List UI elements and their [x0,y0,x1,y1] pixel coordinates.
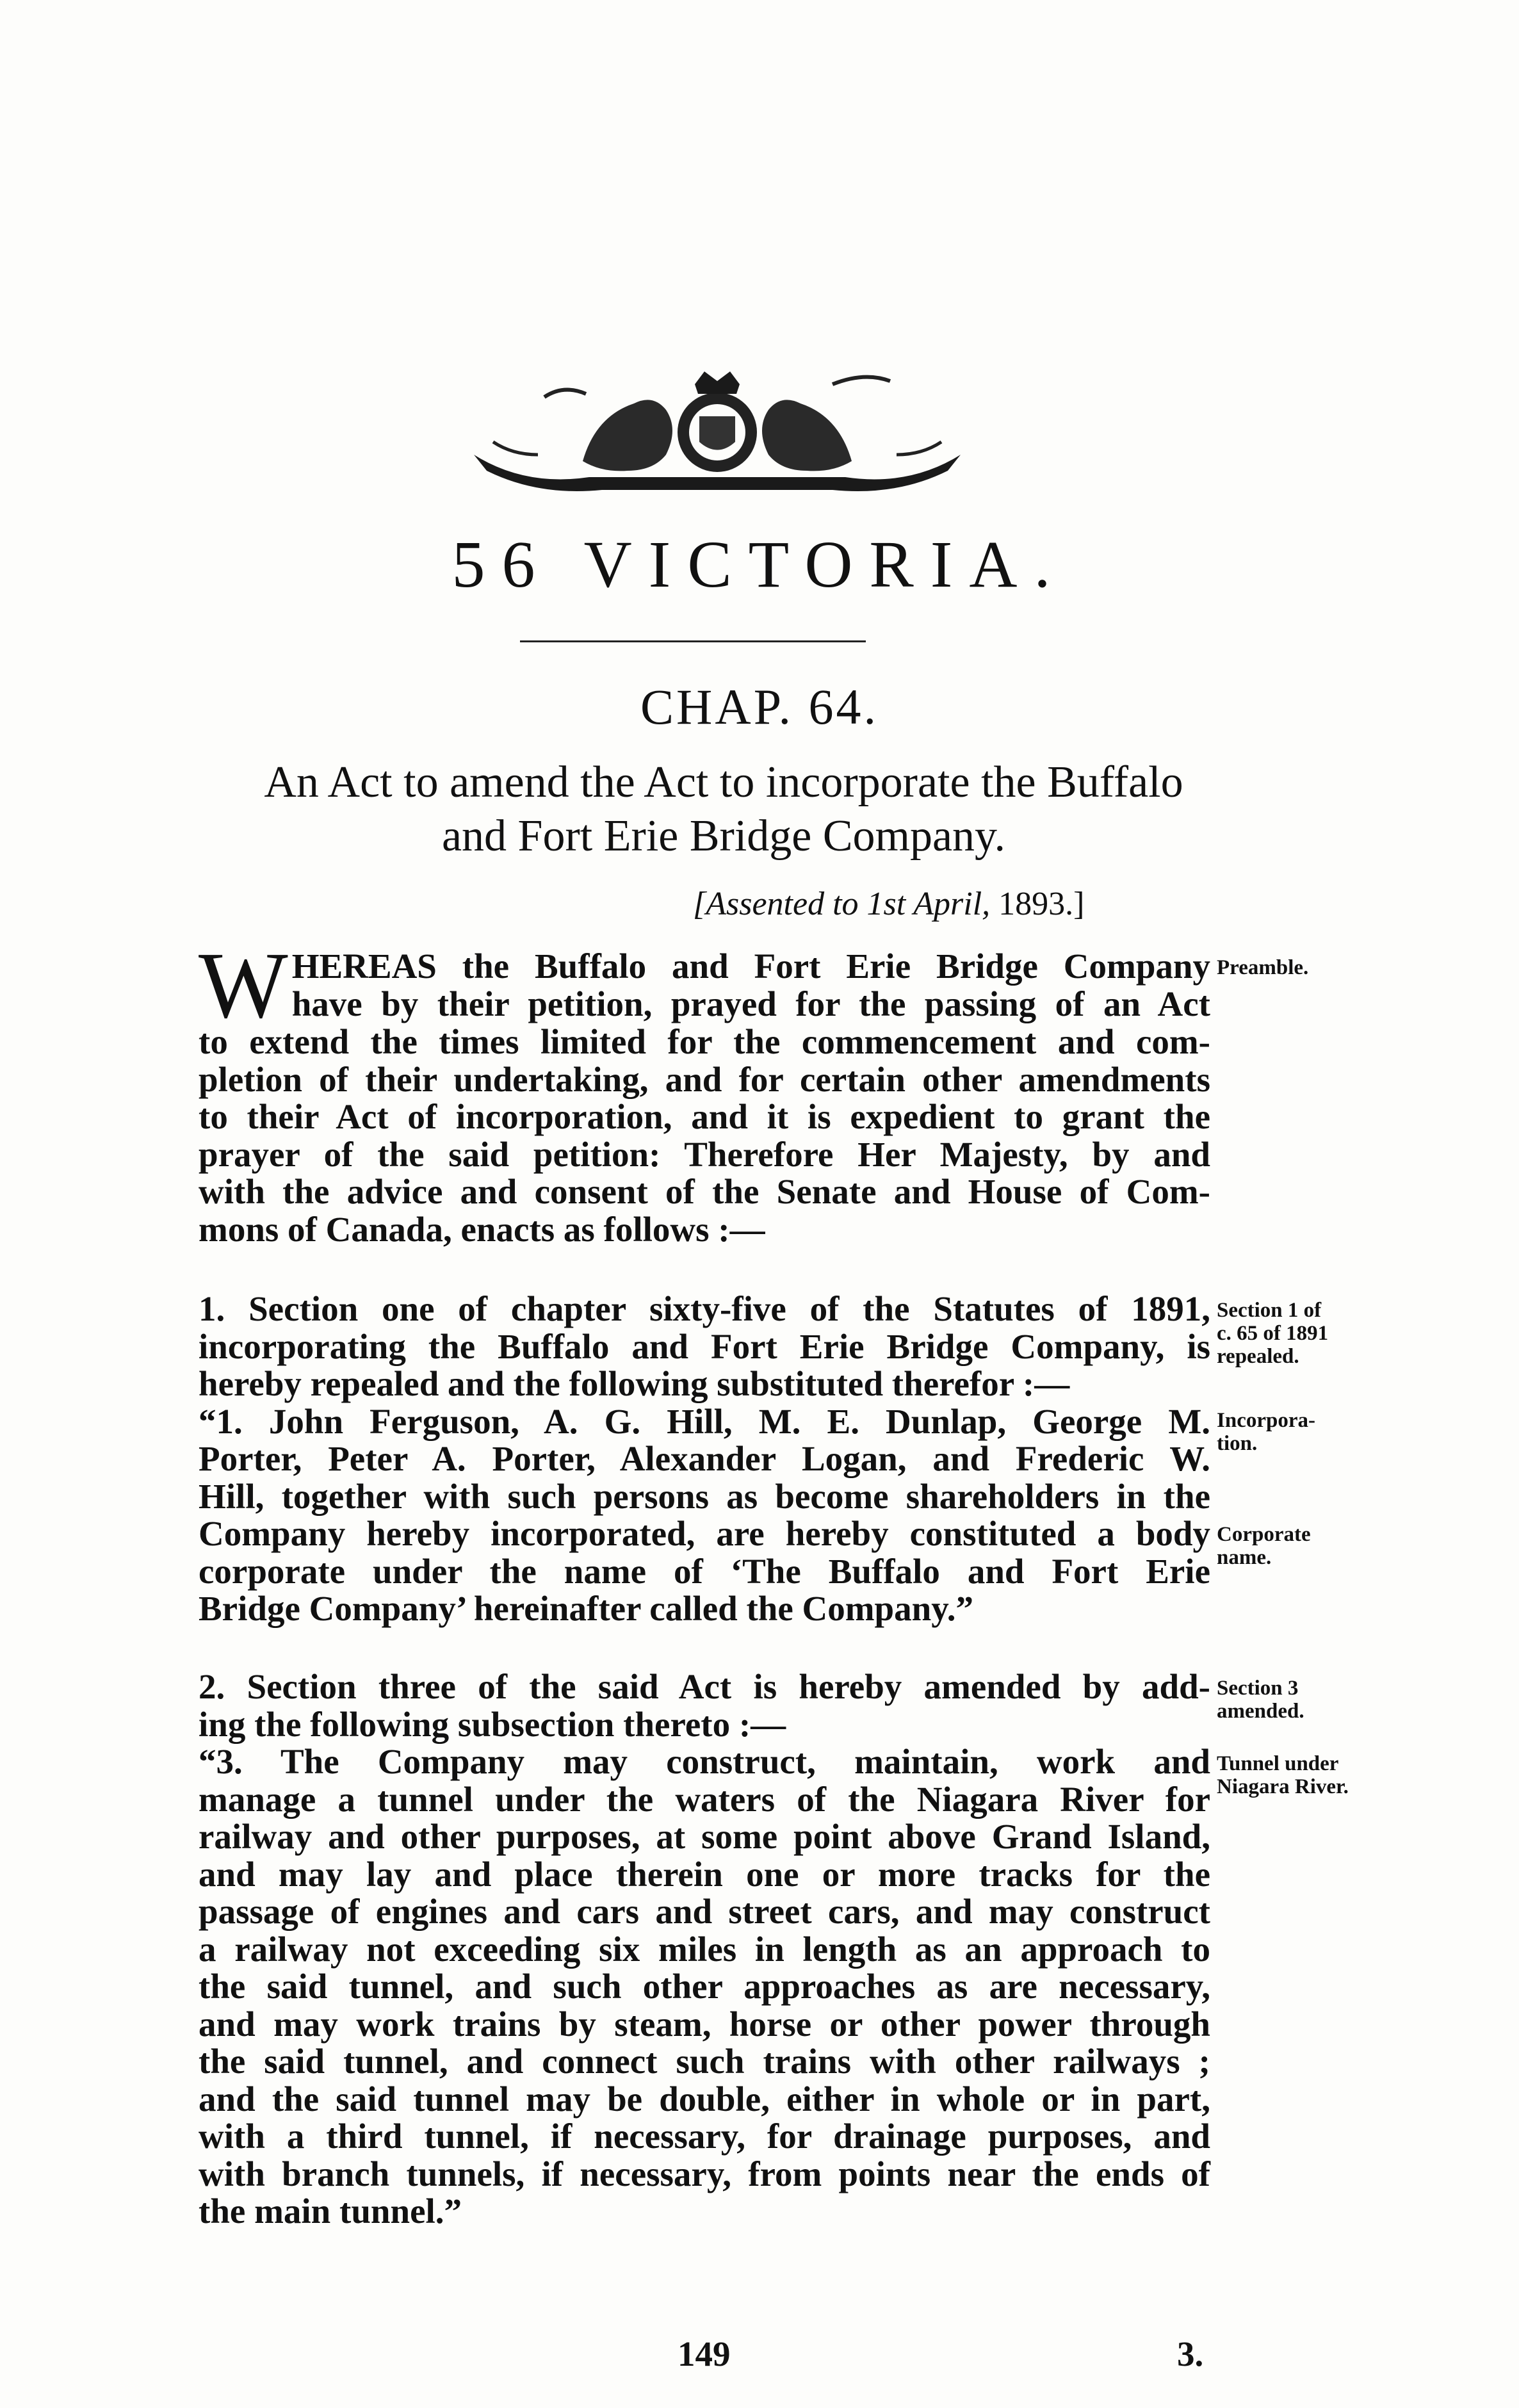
section-2-line: manage a tunnel under the waters of the Niagara River for [199,1779,1210,1819]
margin-note-line: c. 65 of 1891 [1217,1322,1329,1345]
preamble-line: with the advice and consent of the Senate and House of Com- [199,1172,1210,1211]
section-2-line: the main tunnel.” [199,2192,462,2231]
section-2-line: railway and other purposes, at some point above Grand Island, [199,1817,1210,1856]
margin-note-line: amended. [1217,1700,1304,1723]
section-2-line: the said tunnel, and connect such trains with other railways ; [199,2042,1210,2081]
margin-note-preamble: Preamble. [1217,956,1309,979]
section-2-line: and may lay and place therein one or more tracks for the [199,1854,1210,1894]
margin-note-line: Section 3 [1217,1677,1299,1700]
section-1-line: Company hereby incorporated, are hereby constituted a body [199,1514,1210,1553]
page-number: 149 [678,2334,731,2373]
chapter-number: CHAP. 64. [640,679,879,735]
margin-note-corporate-name [1217,1523,1511,1569]
act-title [199,756,1249,863]
section-1-line: incorporating the Buffalo and Fort Erie Bridge Company, is [199,1326,1210,1366]
assent-prefix: [Assented to [693,886,867,922]
section-2-line: ing the following subsection thereto :— [199,1704,786,1744]
margin-note-line: Incorpora- [1217,1409,1315,1432]
section-1-line: Hill, together with such persons as become shareholders in the [199,1476,1210,1516]
act-title-line: and Fort Erie Bridge Company. [441,811,1006,861]
section-1-line: Bridge Company’ hereinafter called the Company.” [199,1589,973,1628]
preamble-dropcap: W [199,933,288,1038]
margin-note-line: Section 1 of [1217,1299,1322,1322]
section-2-line: with branch tunnels, if necessary, from points near the ends of [199,2154,1210,2193]
section-1-line: hereby repealed and the following substituted therefor :— [199,1364,1070,1403]
preamble-paragraph [199,933,1210,1249]
margin-note-section-3-amended [1217,1677,1511,1723]
preamble-line: to their Act of incorporation, and it is expedient to grant the [199,1097,1210,1136]
preamble-line: pletion of their undertaking, and for certain other amendments [199,1059,1210,1099]
title-divider [520,640,866,642]
section-1-line: Porter, Peter A. Porter, Alexander Logan, and Frederic W. [199,1439,1210,1478]
section-2-line: a railway not exceeding six miles in length as an approach to [199,1929,1210,1969]
section-2-line: passage of engines and cars and street cars, and may construct [199,1892,1210,1931]
preamble-line: have by their petition, prayed for the passing of an Act [291,984,1210,1023]
margin-note-line: Corporate [1217,1523,1311,1546]
margin-note-line: name. [1217,1546,1272,1569]
margin-note-section-1-repeal [1217,1299,1511,1368]
margin-note-line: Niagara River. [1217,1775,1349,1798]
preamble-line: mons of Canada, enacts as follows :— [199,1209,765,1249]
margin-note-line: tion. [1217,1432,1258,1455]
preamble-line: prayer of the said petition: Therefore Her Majesty, by and [199,1134,1210,1174]
regnal-year-title: 56 VICTORIA. [451,528,1068,601]
margin-note-line: Tunnel under [1217,1752,1339,1775]
section-2 [199,1668,1210,2231]
preamble-line: HEREAS the Buffalo and Fort Erie Bridge Company [291,947,1210,986]
section-2-line: the said tunnel, and such other approaches as are necessary, [199,1967,1210,2006]
assent-day: 1st April, [866,886,991,922]
section-2-line: 2. Section three of the said Act is hereby amended by add- [199,1667,1210,1706]
assent-year: 1893.] [990,886,1085,922]
royal-crest-icon [448,359,986,512]
section-1-line: 1. Section one of chapter sixty-five of the Statutes of 1891, [199,1289,1210,1328]
act-title-line: An Act to amend the Act to incorporate the Buffalo [264,758,1183,807]
preamble-line: to extend the times limited for the commencement and com- [199,1022,1210,1061]
section-1-line: corporate under the name of ‘The Buffalo and Fort Erie [199,1551,1210,1591]
margin-note-line: repealed. [1217,1345,1299,1368]
margin-note-tunnel [1217,1752,1511,1798]
section-2-line: “3. The Company may construct, maintain, work and [199,1742,1210,1781]
assent-date [693,888,1085,921]
section-1-line: “1. John Ferguson, A. G. Hill, M. E. Dunlap, George M. [199,1401,1210,1441]
section-2-line: and may work trains by steam, horse or other power through [199,2004,1210,2044]
section-1 [199,1290,1210,1628]
section-2-line: and the said tunnel may be double, either in whole or in part, [199,2079,1210,2119]
next-section-catchword: 3. [1177,2334,1204,2373]
section-2-line: with a third tunnel, if necessary, for drainage purposes, and [199,2117,1210,2156]
margin-note-incorporation [1217,1409,1511,1455]
